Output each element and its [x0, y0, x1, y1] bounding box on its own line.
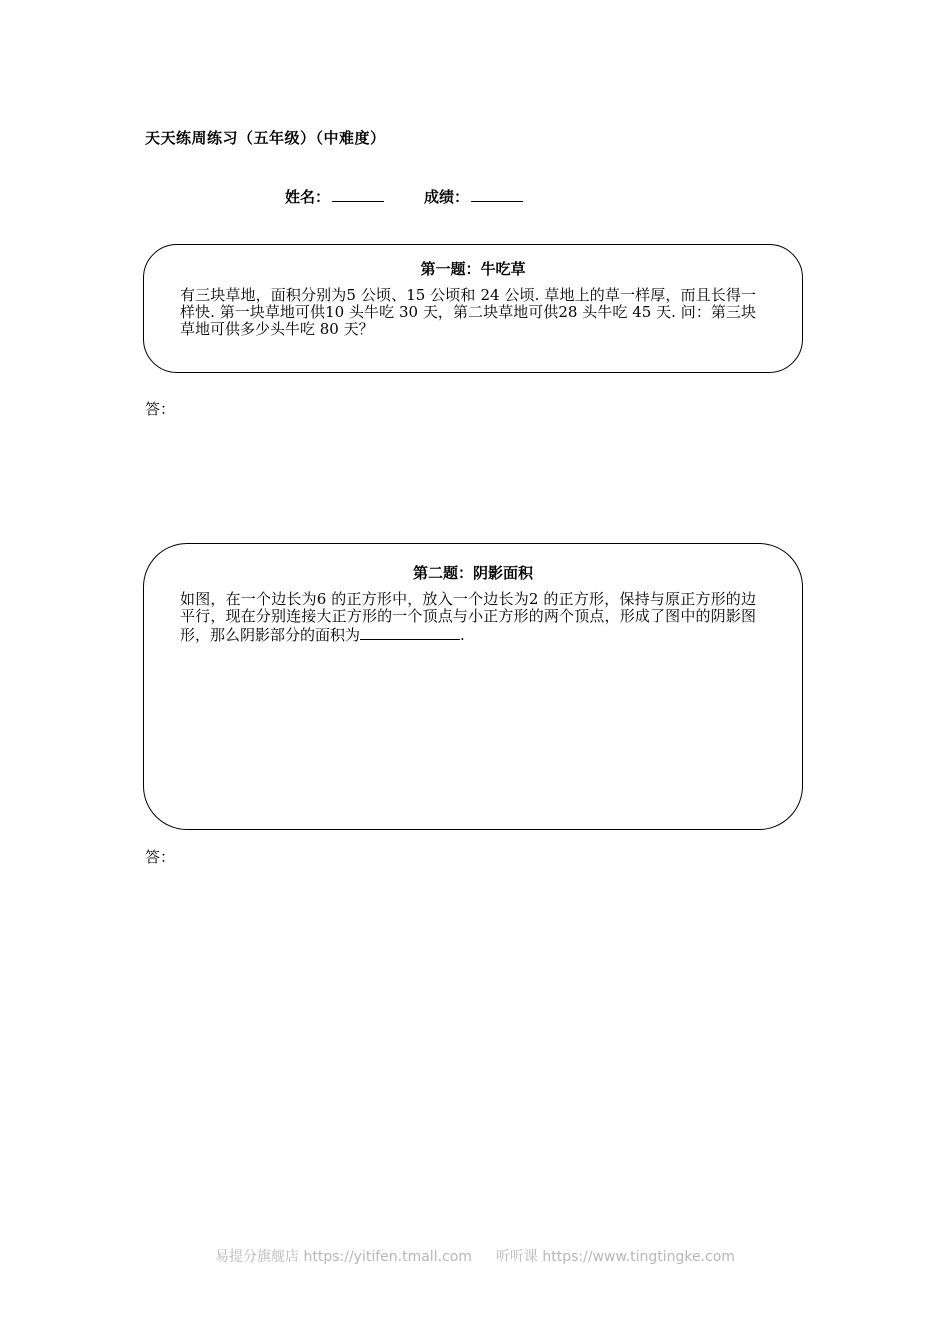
question1-box: [143, 244, 803, 373]
question1-answer-label: 答：: [145, 400, 176, 418]
question2-answer-blank[interactable]: [360, 625, 460, 640]
question1-heading: 第一题：牛吃草: [420, 260, 526, 278]
question2-answer-label: 答：: [145, 848, 176, 866]
worksheet-title: 天天练周练习（五年级）（中难度）: [145, 129, 386, 147]
page-footer: [0, 1246, 950, 1266]
name-field: [285, 186, 384, 207]
question2-text-after: .: [460, 626, 465, 644]
question2-box: [143, 543, 803, 830]
question1-text: 有三块草地，面积分别为5 公顷、15 公顷和 24 公顷. 草地上的草一样厚，而且长得一样快. 第一块草地可供10 头牛吃 30 天，第二块草地可供28 头牛吃 45 天. 问：第三块草地可供多少头牛吃 80 天？: [180, 286, 756, 338]
score-label: 成绩：: [424, 188, 470, 206]
question2-text: [180, 591, 756, 644]
name-blank[interactable]: [332, 186, 384, 202]
question2-heading: 第二题：阴影面积: [412, 564, 533, 582]
footer-shop1: 易提分旗舰店 https://yitifen.tmall.com: [215, 1249, 472, 1265]
footer-shop2: 听听课 https://www.tingtingke.com: [495, 1249, 735, 1265]
name-label: 姓名：: [285, 188, 331, 206]
question2-text-before: 如图，在一个边长为6 的正方形中，放入一个边长为2 的正方形，保持与原正方形的边平行，现在分别连接大正方形的一个顶点与小正方形的两个顶点，形成了图中的阴影图形，那么阴影部分的面积为: [180, 590, 756, 644]
score-blank[interactable]: [471, 186, 523, 202]
score-field: [424, 186, 523, 207]
